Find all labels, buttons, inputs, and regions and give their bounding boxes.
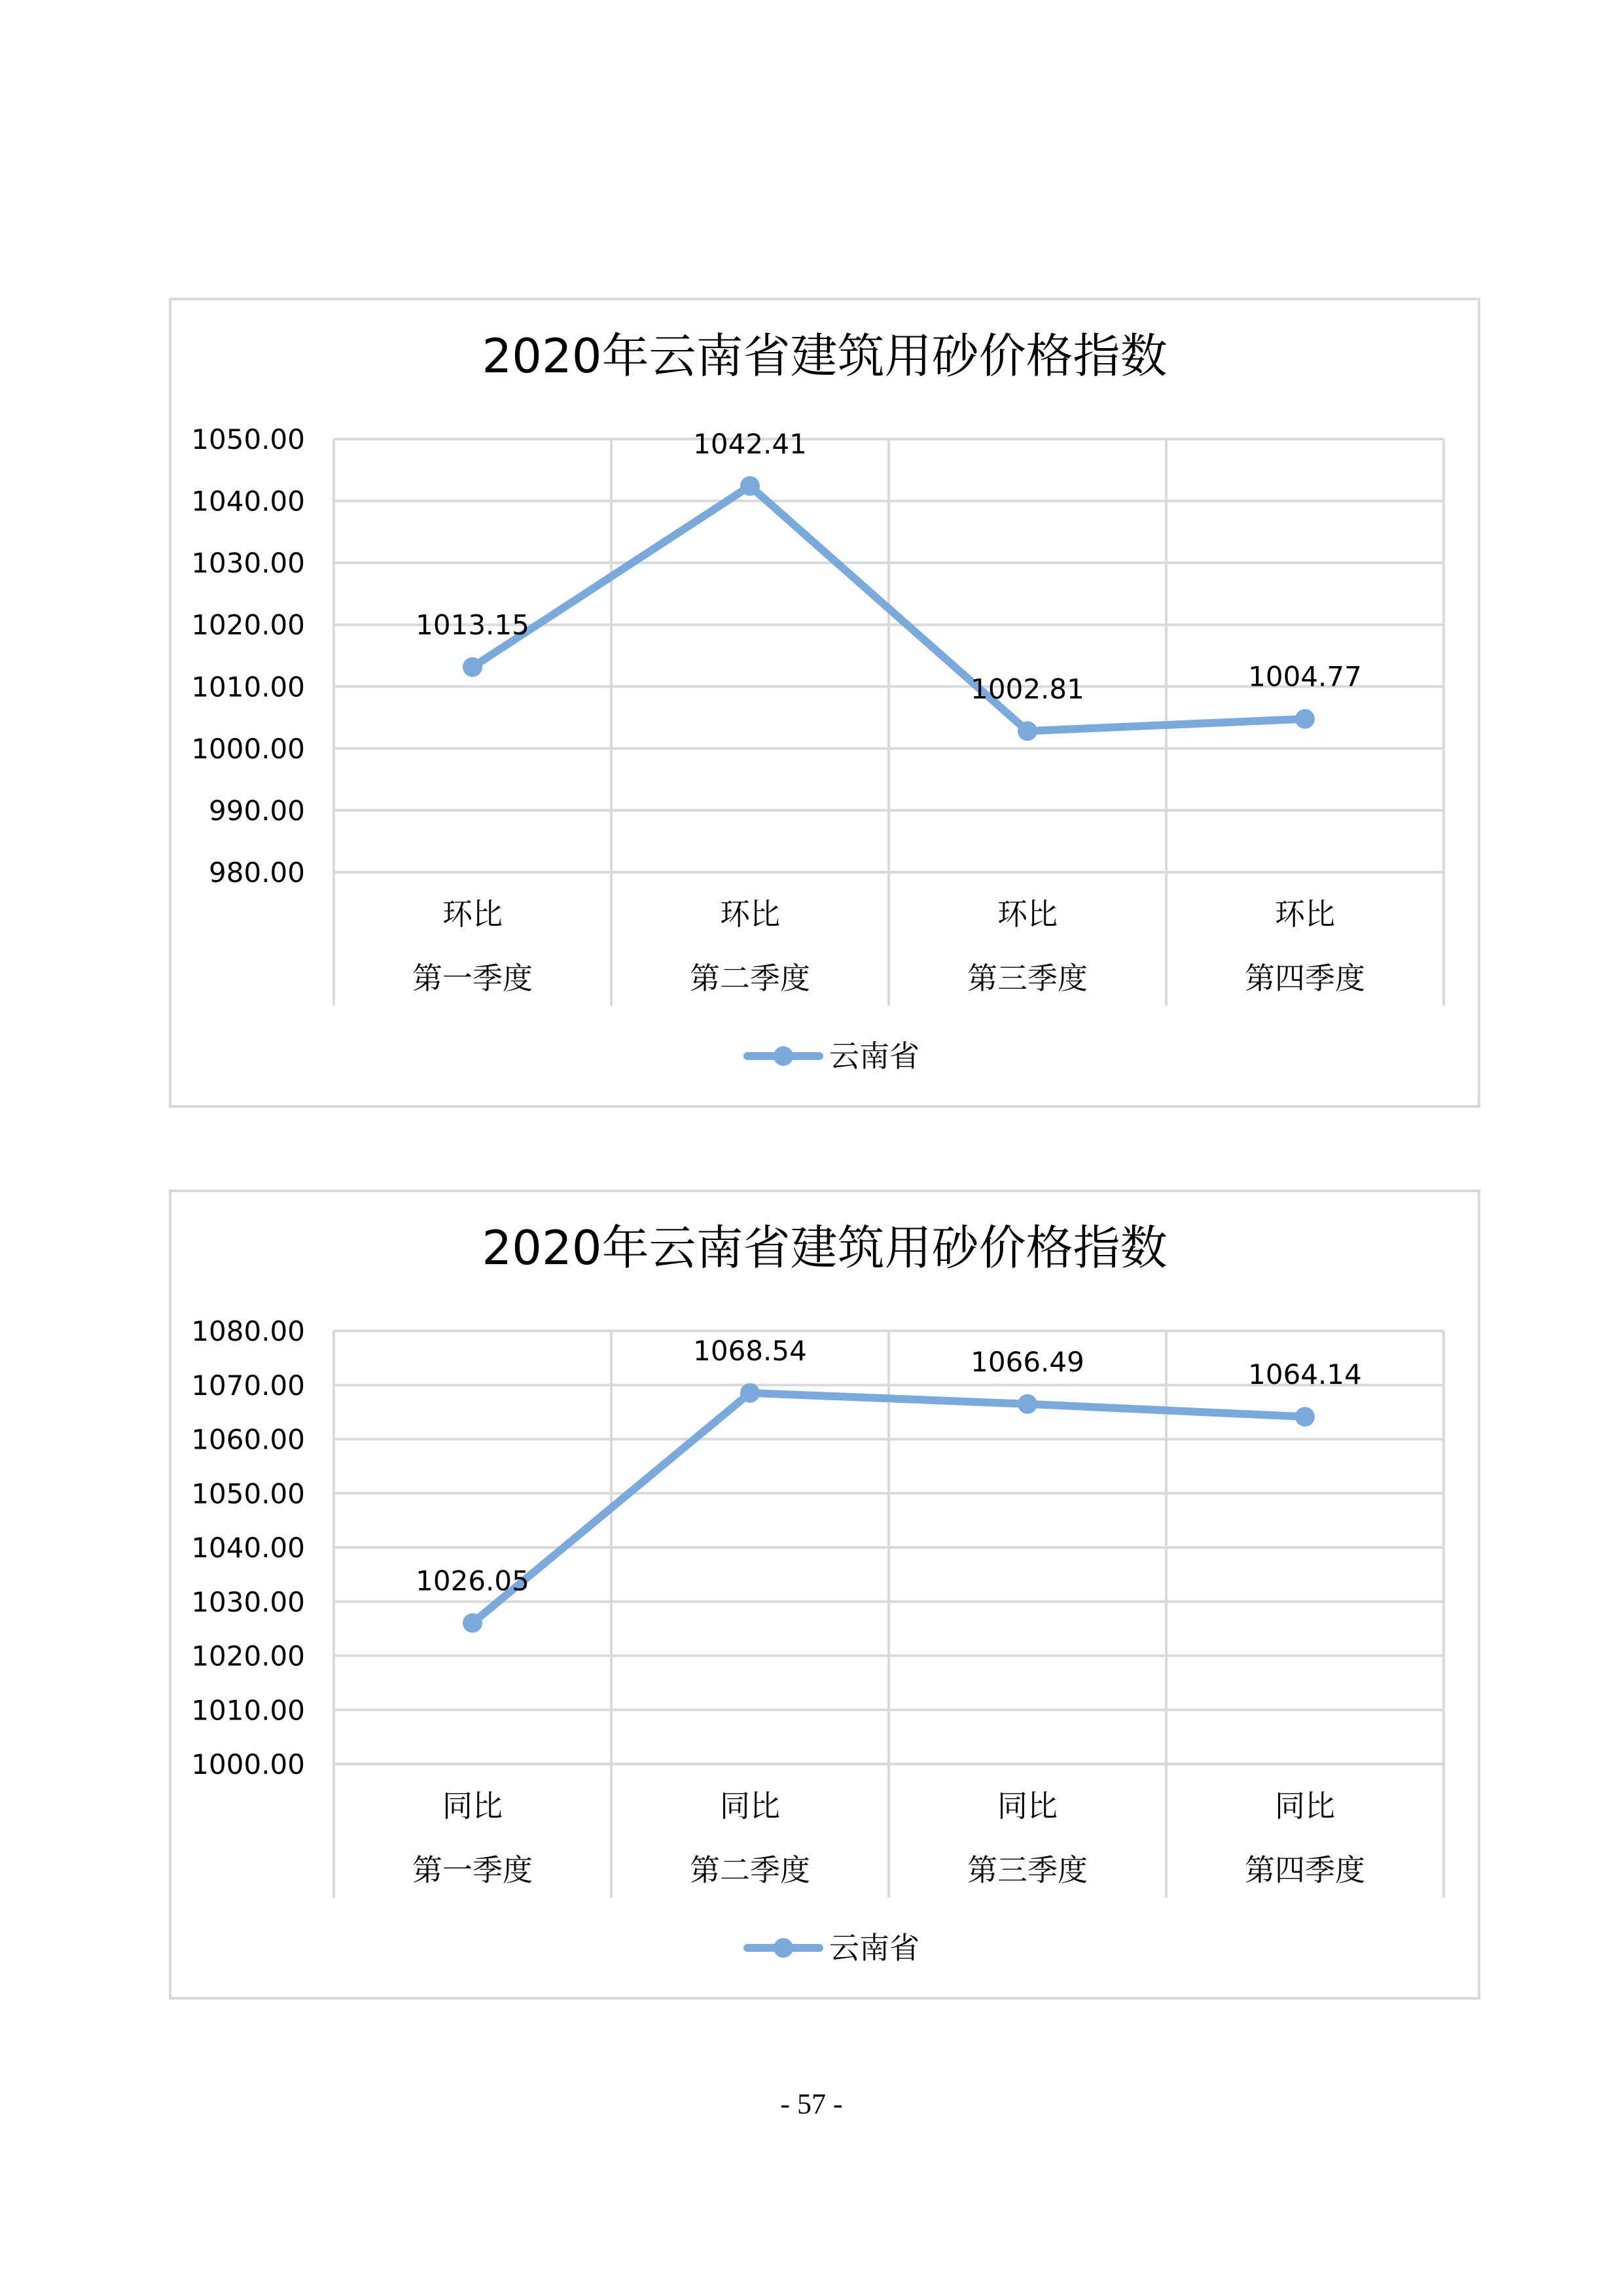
x-category-label-top: 环比 — [997, 896, 1058, 932]
x-category-label-top: 同比 — [1275, 1788, 1335, 1824]
data-point — [1295, 709, 1315, 729]
x-category-label-top: 环比 — [442, 896, 503, 932]
chart-title: 2020年云南省建筑用砂价格指数 — [482, 1220, 1168, 1275]
x-category-label-top: 环比 — [1275, 896, 1335, 932]
data-label: 1068.54 — [693, 1334, 807, 1367]
y-tick-label: 990.00 — [209, 794, 305, 827]
legend-label: 云南省 — [829, 1930, 919, 1966]
y-tick-label: 1060.00 — [191, 1423, 305, 1456]
data-label: 1026.05 — [416, 1564, 529, 1597]
x-category-label-bottom: 第一季度 — [412, 1852, 533, 1888]
chart-title: 2020年云南省建筑用砂价格指数 — [482, 328, 1168, 383]
y-tick-label: 1050.00 — [191, 423, 305, 455]
y-tick-label: 1020.00 — [191, 609, 305, 641]
page-number: - 57 - — [780, 2088, 843, 2120]
y-tick-label: 1010.00 — [191, 1694, 305, 1727]
x-category-label-top: 环比 — [720, 896, 780, 932]
y-tick-label: 1050.00 — [191, 1477, 305, 1510]
data-label: 1064.14 — [1248, 1358, 1362, 1391]
data-label: 1042.41 — [693, 427, 807, 460]
legend-label: 云南省 — [829, 1038, 919, 1074]
chart-svg-qoq — [171, 300, 1478, 1105]
x-category-label-bottom: 第三季度 — [967, 1852, 1088, 1888]
data-label: 1066.49 — [971, 1345, 1084, 1378]
y-tick-label: 1030.00 — [191, 1585, 305, 1618]
y-tick-label: 1010.00 — [191, 671, 305, 703]
y-tick-label: 1040.00 — [191, 1532, 305, 1564]
y-tick-label: 1030.00 — [191, 547, 305, 580]
legend-marker — [774, 1046, 793, 1066]
data-point — [1018, 721, 1037, 741]
y-tick-label: 980.00 — [209, 857, 305, 889]
data-point — [740, 476, 760, 496]
chart-panel-yoy — [169, 1190, 1480, 2000]
y-tick-label: 1020.00 — [191, 1640, 305, 1672]
y-tick-label: 1000.00 — [191, 732, 305, 765]
x-category-label-top: 同比 — [720, 1788, 780, 1824]
data-point — [1295, 1407, 1315, 1426]
legend-marker — [774, 1938, 793, 1958]
y-tick-label: 1040.00 — [191, 485, 305, 518]
data-point — [740, 1383, 760, 1403]
x-category-label-bottom: 第一季度 — [412, 961, 533, 996]
y-tick-label: 1080.00 — [191, 1315, 305, 1347]
chart-svg-yoy — [171, 1192, 1478, 1997]
x-category-label-bottom: 第四季度 — [1245, 961, 1365, 996]
data-label: 1002.81 — [971, 673, 1084, 705]
y-tick-label: 1000.00 — [191, 1748, 305, 1780]
chart-panel-qoq — [169, 298, 1480, 1108]
y-tick-label: 1070.00 — [191, 1369, 305, 1402]
data-point — [1018, 1394, 1037, 1414]
data-point — [463, 1613, 482, 1633]
data-label: 1004.77 — [1248, 660, 1362, 693]
data-label: 1013.15 — [416, 609, 529, 641]
x-category-label-top: 同比 — [997, 1788, 1058, 1824]
x-category-label-top: 同比 — [442, 1788, 503, 1824]
x-category-label-bottom: 第二季度 — [690, 1852, 810, 1888]
data-point — [463, 657, 482, 677]
x-category-label-bottom: 第四季度 — [1245, 1852, 1365, 1888]
x-category-label-bottom: 第三季度 — [967, 961, 1088, 996]
x-category-label-bottom: 第二季度 — [690, 961, 810, 996]
